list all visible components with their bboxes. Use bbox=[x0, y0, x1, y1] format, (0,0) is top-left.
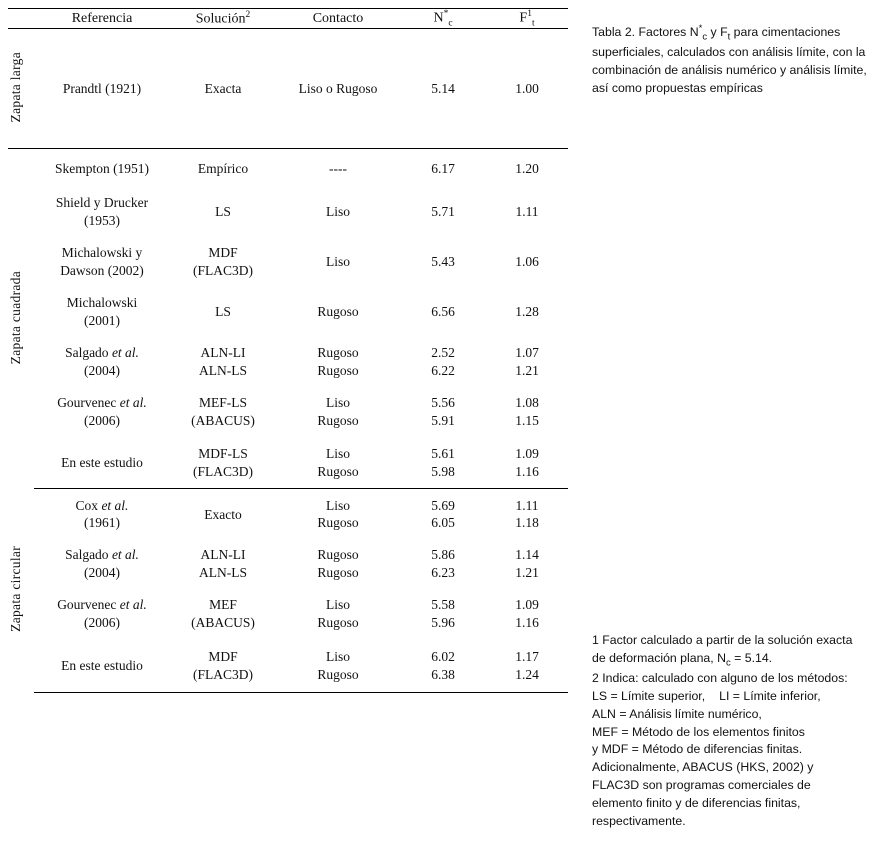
cell-solution bbox=[170, 337, 276, 387]
header-ft-sub: t bbox=[531, 18, 535, 29]
cell-solution bbox=[170, 639, 276, 693]
header-contacto: Contacto bbox=[276, 9, 400, 29]
cell-nc: 6.56 bbox=[431, 304, 455, 320]
cell-ft: 1.06 bbox=[515, 254, 539, 270]
footnote-1-line-2-a: de deformación plana, N bbox=[592, 650, 726, 665]
cell-reference bbox=[34, 237, 170, 287]
cell-nc-line1: 5.56 bbox=[431, 395, 455, 411]
cell-nc: 6.17 bbox=[431, 160, 455, 176]
header-ft-base: F bbox=[519, 10, 528, 26]
cell-reference-italic: et al. bbox=[101, 497, 129, 513]
cell-nc: 5.14 bbox=[400, 29, 486, 149]
cell-reference bbox=[34, 589, 170, 639]
group-label-text: Zapata circular bbox=[8, 546, 23, 632]
cell-ft: 1.28 bbox=[515, 304, 539, 320]
table-row bbox=[8, 187, 568, 237]
table-row bbox=[8, 237, 568, 287]
cell-solution bbox=[170, 437, 276, 489]
cell-nc-line1: 5.61 bbox=[431, 446, 455, 462]
cell-reference-line1: Michalowski y bbox=[61, 245, 143, 261]
cell-nc: 5.43 bbox=[431, 254, 455, 270]
cell-nc-line2: 5.91 bbox=[431, 412, 455, 428]
header-ft bbox=[486, 9, 568, 29]
cell-ft-line2: 1.24 bbox=[515, 666, 539, 682]
cell-reference-line1: Michalowski bbox=[66, 295, 138, 311]
cell-nc bbox=[400, 589, 486, 639]
cell-contact: Liso o Rugoso bbox=[276, 29, 400, 149]
cell-reference bbox=[34, 387, 170, 437]
cell-solution-line1: ALN-LI bbox=[200, 547, 246, 563]
cell-ft-line1: 1.07 bbox=[515, 345, 539, 361]
header-side-blank bbox=[8, 9, 34, 29]
cell-ft-line2: 1.16 bbox=[515, 463, 539, 479]
header-referencia: Referencia bbox=[34, 9, 170, 29]
footnote-1-line-2-b: = 5.14. bbox=[730, 650, 773, 665]
cell-solution: LS bbox=[215, 304, 231, 320]
footnote-2-line-9: respectivamente. bbox=[592, 813, 686, 828]
cell-reference: Skempton (1951) bbox=[54, 160, 150, 176]
cell-ft-line1: 1.11 bbox=[515, 497, 539, 513]
cell-nc-line1: 5.58 bbox=[431, 597, 455, 613]
cell-ft-line2: 1.18 bbox=[515, 515, 539, 531]
cell-reference-italic: et al. bbox=[119, 597, 147, 613]
cell-solution-line2: ALN-LS bbox=[199, 362, 247, 378]
header-nc-sup: * bbox=[443, 9, 449, 19]
cell-reference-line2: (2004) bbox=[84, 362, 120, 378]
caption-prefix: Tabla 2. Factores bbox=[592, 25, 690, 40]
cell-solution-line2: (FLAC3D) bbox=[193, 666, 253, 682]
cell-ft-line1: 1.17 bbox=[515, 649, 539, 665]
cell-nc-line1: 5.86 bbox=[431, 547, 455, 563]
cell-nc-line2: 6.38 bbox=[431, 666, 455, 682]
cell-reference-line2: Dawson (2002) bbox=[60, 262, 144, 278]
cell-reference-line2: (2006) bbox=[84, 412, 120, 428]
cell-contact bbox=[276, 437, 400, 489]
cell-contact bbox=[276, 589, 400, 639]
table-row bbox=[8, 589, 568, 639]
cell-reference-line2: (1961) bbox=[84, 515, 120, 531]
caption-rest: para cimentaciones superficiales, calculados con análisis límite, con la combinación de análisis numérico y análisis límite, así como propuestas empíricas bbox=[592, 25, 867, 95]
cell-nc-line2: 6.23 bbox=[431, 564, 455, 580]
header-nc bbox=[400, 9, 486, 29]
cell-contact-line2: Rugoso bbox=[317, 412, 359, 428]
cell-solution: Empírico bbox=[197, 160, 249, 176]
cell-solution-line1: MDF-LS bbox=[198, 446, 248, 462]
footnote-2-ls: LS = Límite superior, bbox=[592, 688, 706, 703]
cell-reference-line2: (2004) bbox=[84, 564, 120, 580]
cell-ft bbox=[486, 387, 568, 437]
cell-reference-italic: et al. bbox=[111, 547, 139, 563]
cell-ft: 1.00 bbox=[486, 29, 568, 149]
cell-ft-line1: 1.14 bbox=[515, 547, 539, 563]
cell-nc bbox=[400, 337, 486, 387]
header-solucion-label: Solución bbox=[195, 11, 246, 27]
caption-nc-sup: * bbox=[698, 23, 703, 34]
cell-reference-line2: (1953) bbox=[84, 212, 120, 228]
cell-solution: Exacto bbox=[204, 506, 242, 522]
cell-nc-line2: 5.96 bbox=[431, 614, 455, 630]
cell-nc-line2: 6.05 bbox=[431, 515, 455, 531]
cell-contact: Rugoso bbox=[317, 304, 359, 320]
table-2-container bbox=[8, 8, 568, 693]
footnote-2-line-1: 2 Indica: calculado con alguno de los métodos: bbox=[592, 671, 848, 686]
cell-solution-line2: ALN-LS bbox=[199, 564, 247, 580]
cell-ft bbox=[486, 639, 568, 693]
footnote-2-line-5: y MDF = Método de diferencias finitas. bbox=[592, 742, 803, 757]
footnote-2-line-4: MEF = Método de los elementos finitos bbox=[592, 724, 805, 739]
cell-solution-line1: ALN-LI bbox=[200, 345, 246, 361]
cell-contact bbox=[276, 639, 400, 693]
caption-symbol-nc bbox=[689, 23, 708, 43]
cell-solution-line1: MEF-LS bbox=[198, 395, 247, 411]
cell-ft-line1: 1.09 bbox=[515, 597, 539, 613]
cell-ft-line2: 1.21 bbox=[515, 362, 539, 378]
cell-reference-line1: Gourvenec et al. bbox=[57, 395, 147, 411]
cell-contact bbox=[276, 337, 400, 387]
table-row bbox=[8, 489, 568, 539]
cell-nc-line2: 6.22 bbox=[431, 362, 455, 378]
header-solucion-footnote-marker: 2 bbox=[245, 9, 251, 20]
cell-reference: En este estudio bbox=[34, 437, 170, 489]
group-label-zapata-circular bbox=[8, 489, 34, 693]
footnote-2-line-2 bbox=[592, 688, 872, 706]
cell-contact-line1: Liso bbox=[325, 649, 350, 665]
cell-contact-line1: Liso bbox=[325, 395, 350, 411]
cell-solution bbox=[170, 387, 276, 437]
cell-reference-line1: Cox et al. bbox=[75, 497, 129, 513]
cell-nc bbox=[400, 639, 486, 693]
header-ft-sup: 1 bbox=[527, 9, 532, 19]
cell-ft bbox=[486, 337, 568, 387]
cell-reference-line1: Gourvenec et al. bbox=[57, 597, 147, 613]
group-label-zapata-cuadrada bbox=[8, 149, 34, 489]
caption-mid: y bbox=[707, 25, 721, 40]
cell-contact bbox=[276, 539, 400, 589]
cell-nc-line1: 2.52 bbox=[431, 345, 455, 361]
cell-ft bbox=[486, 589, 568, 639]
footnote-2-line-3: ALN = Análisis límite numérico, bbox=[592, 706, 762, 721]
cell-solution-line2: (FLAC3D) bbox=[193, 463, 253, 479]
cell-contact-line1: Liso bbox=[325, 597, 350, 613]
cell-nc bbox=[400, 539, 486, 589]
cell-reference-line2: (2001) bbox=[84, 312, 120, 328]
cell-nc-line1: 5.69 bbox=[431, 497, 455, 513]
cell-solution-line1: MDF bbox=[208, 649, 238, 665]
table-caption bbox=[592, 22, 868, 98]
table-row bbox=[8, 539, 568, 589]
table-row bbox=[8, 639, 568, 693]
group-label-text: Zapata larga bbox=[8, 51, 23, 123]
cell-nc bbox=[400, 387, 486, 437]
footnote-2-li: LI = Límite inferior, bbox=[719, 688, 821, 703]
footnote-2-line-7: FLAC3D son programas comerciales de bbox=[592, 778, 811, 793]
cell-contact bbox=[276, 387, 400, 437]
cell-reference: Prandtl (1921) bbox=[34, 29, 170, 149]
table-row bbox=[8, 149, 568, 187]
cell-solution: Exacta bbox=[170, 29, 276, 149]
caption-nc-base: N bbox=[689, 25, 699, 40]
cell-reference-italic: et al. bbox=[111, 345, 139, 361]
footnote-1-line-1: 1 Factor calculado a partir de la solución exacta bbox=[592, 633, 853, 647]
cell-contact: Liso bbox=[325, 254, 350, 270]
cell-nc: 5.71 bbox=[431, 204, 455, 220]
footnote-2-line-6: Adicionalmente, ABACUS (HKS, 2002) y bbox=[592, 760, 814, 775]
cell-contact-line1: Liso bbox=[325, 497, 350, 513]
caption-nc-sub: c bbox=[702, 31, 708, 43]
cell-solution-line1: MEF bbox=[209, 597, 237, 613]
table-row bbox=[8, 29, 568, 149]
group-label-text: Zapata cuadrada bbox=[8, 270, 23, 364]
cell-nc-line1: 6.02 bbox=[431, 649, 455, 665]
cell-nc-line2: 5.98 bbox=[431, 463, 455, 479]
cell-contact-line2: Rugoso bbox=[317, 362, 359, 378]
cell-solution bbox=[170, 237, 276, 287]
caption-symbol-ft bbox=[720, 25, 731, 43]
caption-ft-sub: t bbox=[727, 31, 731, 43]
cell-reference-line1: Salgado et al. bbox=[65, 547, 139, 563]
cell-ft-line2: 1.15 bbox=[515, 412, 539, 428]
cell-reference bbox=[34, 287, 170, 337]
cell-contact-line2: Rugoso bbox=[317, 515, 359, 531]
cell-ft: 1.11 bbox=[515, 204, 539, 220]
cell-reference bbox=[34, 337, 170, 387]
footnote-1-nc-sub: c bbox=[725, 657, 731, 669]
cell-reference bbox=[34, 187, 170, 237]
group-label-zapata-larga bbox=[8, 29, 34, 149]
cell-contact bbox=[276, 489, 400, 539]
cell-ft: 1.20 bbox=[515, 160, 539, 176]
table-row bbox=[8, 337, 568, 387]
cell-contact: Liso bbox=[325, 204, 350, 220]
cell-ft bbox=[486, 437, 568, 489]
cell-nc bbox=[400, 437, 486, 489]
cell-ft bbox=[486, 489, 568, 539]
cell-contact-line2: Rugoso bbox=[317, 666, 359, 682]
cell-solution-line2: (FLAC3D) bbox=[193, 262, 253, 278]
cell-contact-line1: Rugoso bbox=[317, 345, 359, 361]
cell-reference-italic: et al. bbox=[119, 395, 147, 411]
cell-ft bbox=[486, 539, 568, 589]
footnote-1-line-2 bbox=[592, 650, 872, 670]
cell-contact-line1: Liso bbox=[325, 446, 350, 462]
cell-reference bbox=[34, 489, 170, 539]
cell-solution-line1: MDF bbox=[208, 245, 238, 261]
cell-reference: En este estudio bbox=[34, 639, 170, 693]
caption-ft-base: F bbox=[720, 25, 728, 40]
cell-contact: ---- bbox=[329, 160, 347, 176]
cell-solution: LS bbox=[215, 204, 231, 220]
cell-ft-line2: 1.16 bbox=[515, 614, 539, 630]
factors-table bbox=[8, 8, 568, 693]
cell-reference bbox=[34, 539, 170, 589]
header-nc-sub: c bbox=[448, 18, 453, 29]
cell-solution bbox=[170, 539, 276, 589]
header-solucion bbox=[170, 9, 276, 29]
cell-solution bbox=[170, 589, 276, 639]
cell-reference-line2: (2006) bbox=[84, 614, 120, 630]
cell-solution-line2: (ABACUS) bbox=[191, 412, 255, 428]
cell-contact-line2: Rugoso bbox=[317, 463, 359, 479]
cell-nc bbox=[400, 489, 486, 539]
table-header-row bbox=[8, 9, 568, 29]
cell-reference-line1: Salgado et al. bbox=[65, 345, 139, 361]
cell-solution-line2: (ABACUS) bbox=[191, 614, 255, 630]
table-row bbox=[8, 287, 568, 337]
cell-contact-line2: Rugoso bbox=[317, 564, 359, 580]
footnote-2-line-8: elemento finito y de diferencias finitas, bbox=[592, 795, 801, 810]
cell-ft-line2: 1.21 bbox=[515, 564, 539, 580]
header-nc-base: N bbox=[433, 10, 444, 26]
table-footnotes bbox=[592, 632, 872, 831]
cell-reference-line1: Shield y Drucker bbox=[55, 195, 149, 211]
cell-contact-line2: Rugoso bbox=[317, 614, 359, 630]
cell-ft-line1: 1.09 bbox=[515, 446, 539, 462]
cell-ft-line1: 1.08 bbox=[515, 395, 539, 411]
table-row bbox=[8, 387, 568, 437]
table-row bbox=[8, 437, 568, 489]
cell-contact-line1: Rugoso bbox=[317, 547, 359, 563]
